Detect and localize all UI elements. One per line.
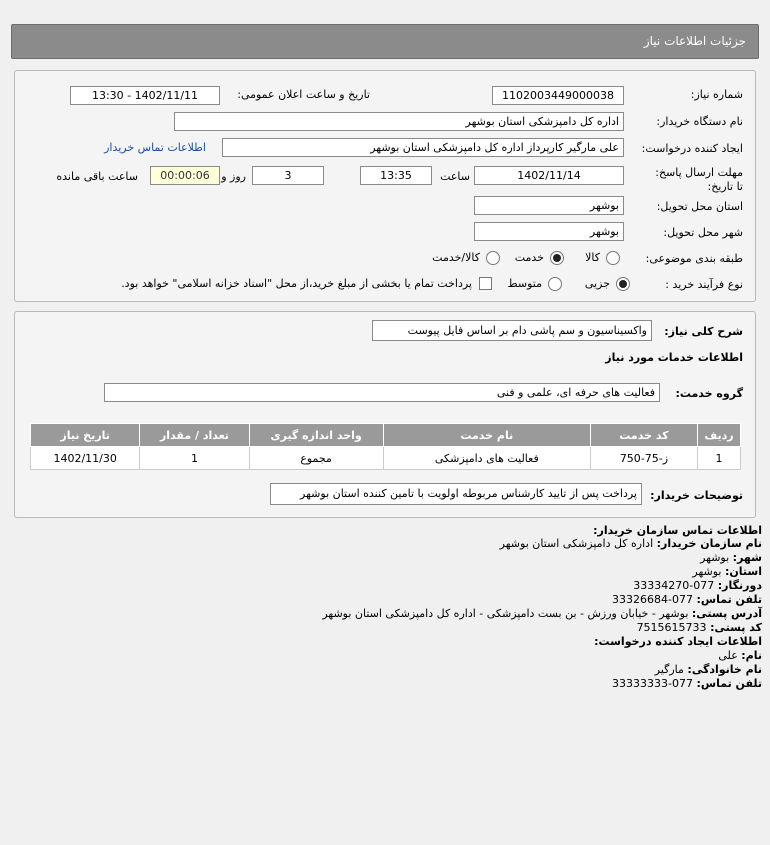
process-label: نوع فرآیند خرید : (665, 278, 743, 291)
process-medium-label: متوسط (507, 277, 542, 290)
creator-last-name: نام خانوادگی: مارگیر (654, 663, 762, 676)
contact-city-value: بوشهر (700, 551, 730, 564)
creator-field: علی مارگیر کارپرداز اداره کل دامپزشکی استان بوشهر (222, 138, 624, 157)
contact-fax-value: 077-33334270 (633, 579, 715, 592)
city-field: بوشهر (474, 222, 624, 241)
col-header-service-code: کد خدمت (590, 424, 697, 447)
province-field: بوشهر (474, 196, 624, 215)
creator-label: ایجاد کننده درخواست: (641, 142, 743, 155)
remaining-time-field: 00:00:06 (150, 166, 220, 185)
deadline-label: مهلت ارسال پاسخ: تا تاریخ: (655, 166, 743, 193)
treasury-payment-checkbox[interactable] (479, 277, 492, 290)
contact-phone: تلفن تماس: 077-33326684 (612, 593, 762, 606)
creator-phone: تلفن تماس: 077-33333333 (612, 677, 762, 690)
contact-postal: کد پستی: 7515615733 (636, 621, 762, 634)
days-field: 3 (252, 166, 324, 185)
deadline-date-field: 1402/11/14 (474, 166, 624, 185)
treasury-payment-note: پرداخت تمام یا بخشی از مبلغ خرید،از محل "اسناد خزانه اسلامی" خواهد بود. (121, 277, 472, 290)
service-group-label: گروه خدمت: (675, 387, 743, 400)
deadline-time-field: 13:35 (360, 166, 432, 185)
category-goods-label: کالا (585, 251, 600, 264)
buyer-org-field: اداره کل دامپزشکی استان بوشهر (174, 112, 624, 131)
province-label: استان محل تحویل: (656, 200, 743, 213)
creator-last-name-value: مارگیر (654, 663, 684, 676)
category-service-label: خدمت (514, 251, 544, 264)
contact-city: شهر: بوشهر (700, 551, 762, 564)
col-header-need-date: تاریخ نیاز (31, 424, 140, 447)
cell-quantity: 1 (140, 447, 249, 470)
contact-address: آدرس پستی: بوشهر - خیابان ورزش - بن بست دامپزشکی - اداره کل دامپزشکی استان بوشهر (322, 607, 762, 620)
days-label: روز و (221, 170, 246, 183)
desc-field: واکسیناسیون و سم پاشی دام بر اساس فایل پیوست (372, 320, 652, 341)
announce-field: 1402/11/11 - 13:30 (70, 86, 220, 105)
need-number-field: 1102003449000038 (492, 86, 624, 105)
category-goods-service-radio[interactable] (486, 251, 500, 265)
process-minor-label: جزیی (584, 277, 610, 290)
page-title: جزئیات اطلاعات نیاز (643, 34, 746, 48)
col-header-row-number: ردیف (697, 424, 740, 447)
remaining-label: ساعت باقی مانده (56, 170, 138, 183)
contact-address-value: بوشهر - خیابان ورزش - بن بست دامپزشکی - اداره کل دامپزشکی استان بوشهر (322, 607, 689, 620)
contact-province-value: بوشهر (692, 565, 722, 578)
services-table-header (31, 424, 741, 447)
cell-unit: مجموع (249, 447, 383, 470)
contact-org: نام سازمان خریدار: اداره کل دامپزشکی استان بوشهر (499, 537, 762, 550)
time-label: ساعت (440, 170, 470, 183)
contact-heading: اطلاعات تماس سازمان خریدار: (593, 524, 762, 537)
table-row (31, 447, 741, 470)
service-group-field: فعالیت های حرفه ای، علمی و فنی (104, 383, 660, 402)
category-service-radio[interactable] (550, 251, 564, 265)
creator-first-name-value: علی (718, 649, 738, 662)
buyer-contact-link[interactable]: اطلاعات تماس خریدار (104, 141, 206, 154)
contact-postal-value: 7515615733 (636, 621, 707, 634)
contact-phone-value: 077-33326684 (612, 593, 694, 606)
creator-heading: اطلاعات ایجاد کننده درخواست: (594, 635, 762, 648)
services-heading: اطلاعات خدمات مورد نیاز (605, 351, 743, 364)
buyer-notes-field: پرداخت پس از تایید کارشناس مربوطه اولویت با تامین کننده استان بوشهر (270, 483, 642, 505)
category-label: طبقه بندی موضوعی: (645, 252, 743, 265)
cell-service-name: فعالیت های دامپزشکی (383, 447, 590, 470)
col-header-service-name: نام خدمت (383, 424, 590, 447)
process-minor-radio[interactable] (616, 277, 630, 291)
announce-label: تاریخ و ساعت اعلان عمومی: (237, 88, 370, 101)
desc-label: شرح کلی نیاز: (664, 325, 743, 338)
cell-row-number: 1 (697, 447, 740, 470)
contact-fax: دورنگار: 077-33334270 (633, 579, 762, 592)
category-goods-service-label: کالا/خدمت (432, 251, 480, 264)
page-header (11, 24, 759, 59)
contact-province: استان: بوشهر (692, 565, 762, 578)
need-number-label: شماره نیاز: (690, 88, 743, 101)
buyer-notes-label: توضیحات خریدار: (650, 489, 743, 502)
contact-org-value: اداره کل دامپزشکی استان بوشهر (499, 537, 654, 550)
services-table (30, 423, 741, 470)
creator-phone-value: 077-33333333 (612, 677, 694, 690)
city-label: شهر محل تحویل: (663, 226, 743, 239)
cell-service-code: ز-75-750 (590, 447, 697, 470)
buyer-org-label: نام دستگاه خریدار: (656, 115, 743, 128)
category-goods-radio[interactable] (606, 251, 620, 265)
col-header-quantity: تعداد / مقدار (140, 424, 249, 447)
col-header-unit: واحد اندازه گیری (249, 424, 383, 447)
process-medium-radio[interactable] (548, 277, 562, 291)
cell-need-date: 1402/11/30 (31, 447, 140, 470)
creator-first-name: نام: علی (718, 649, 762, 662)
